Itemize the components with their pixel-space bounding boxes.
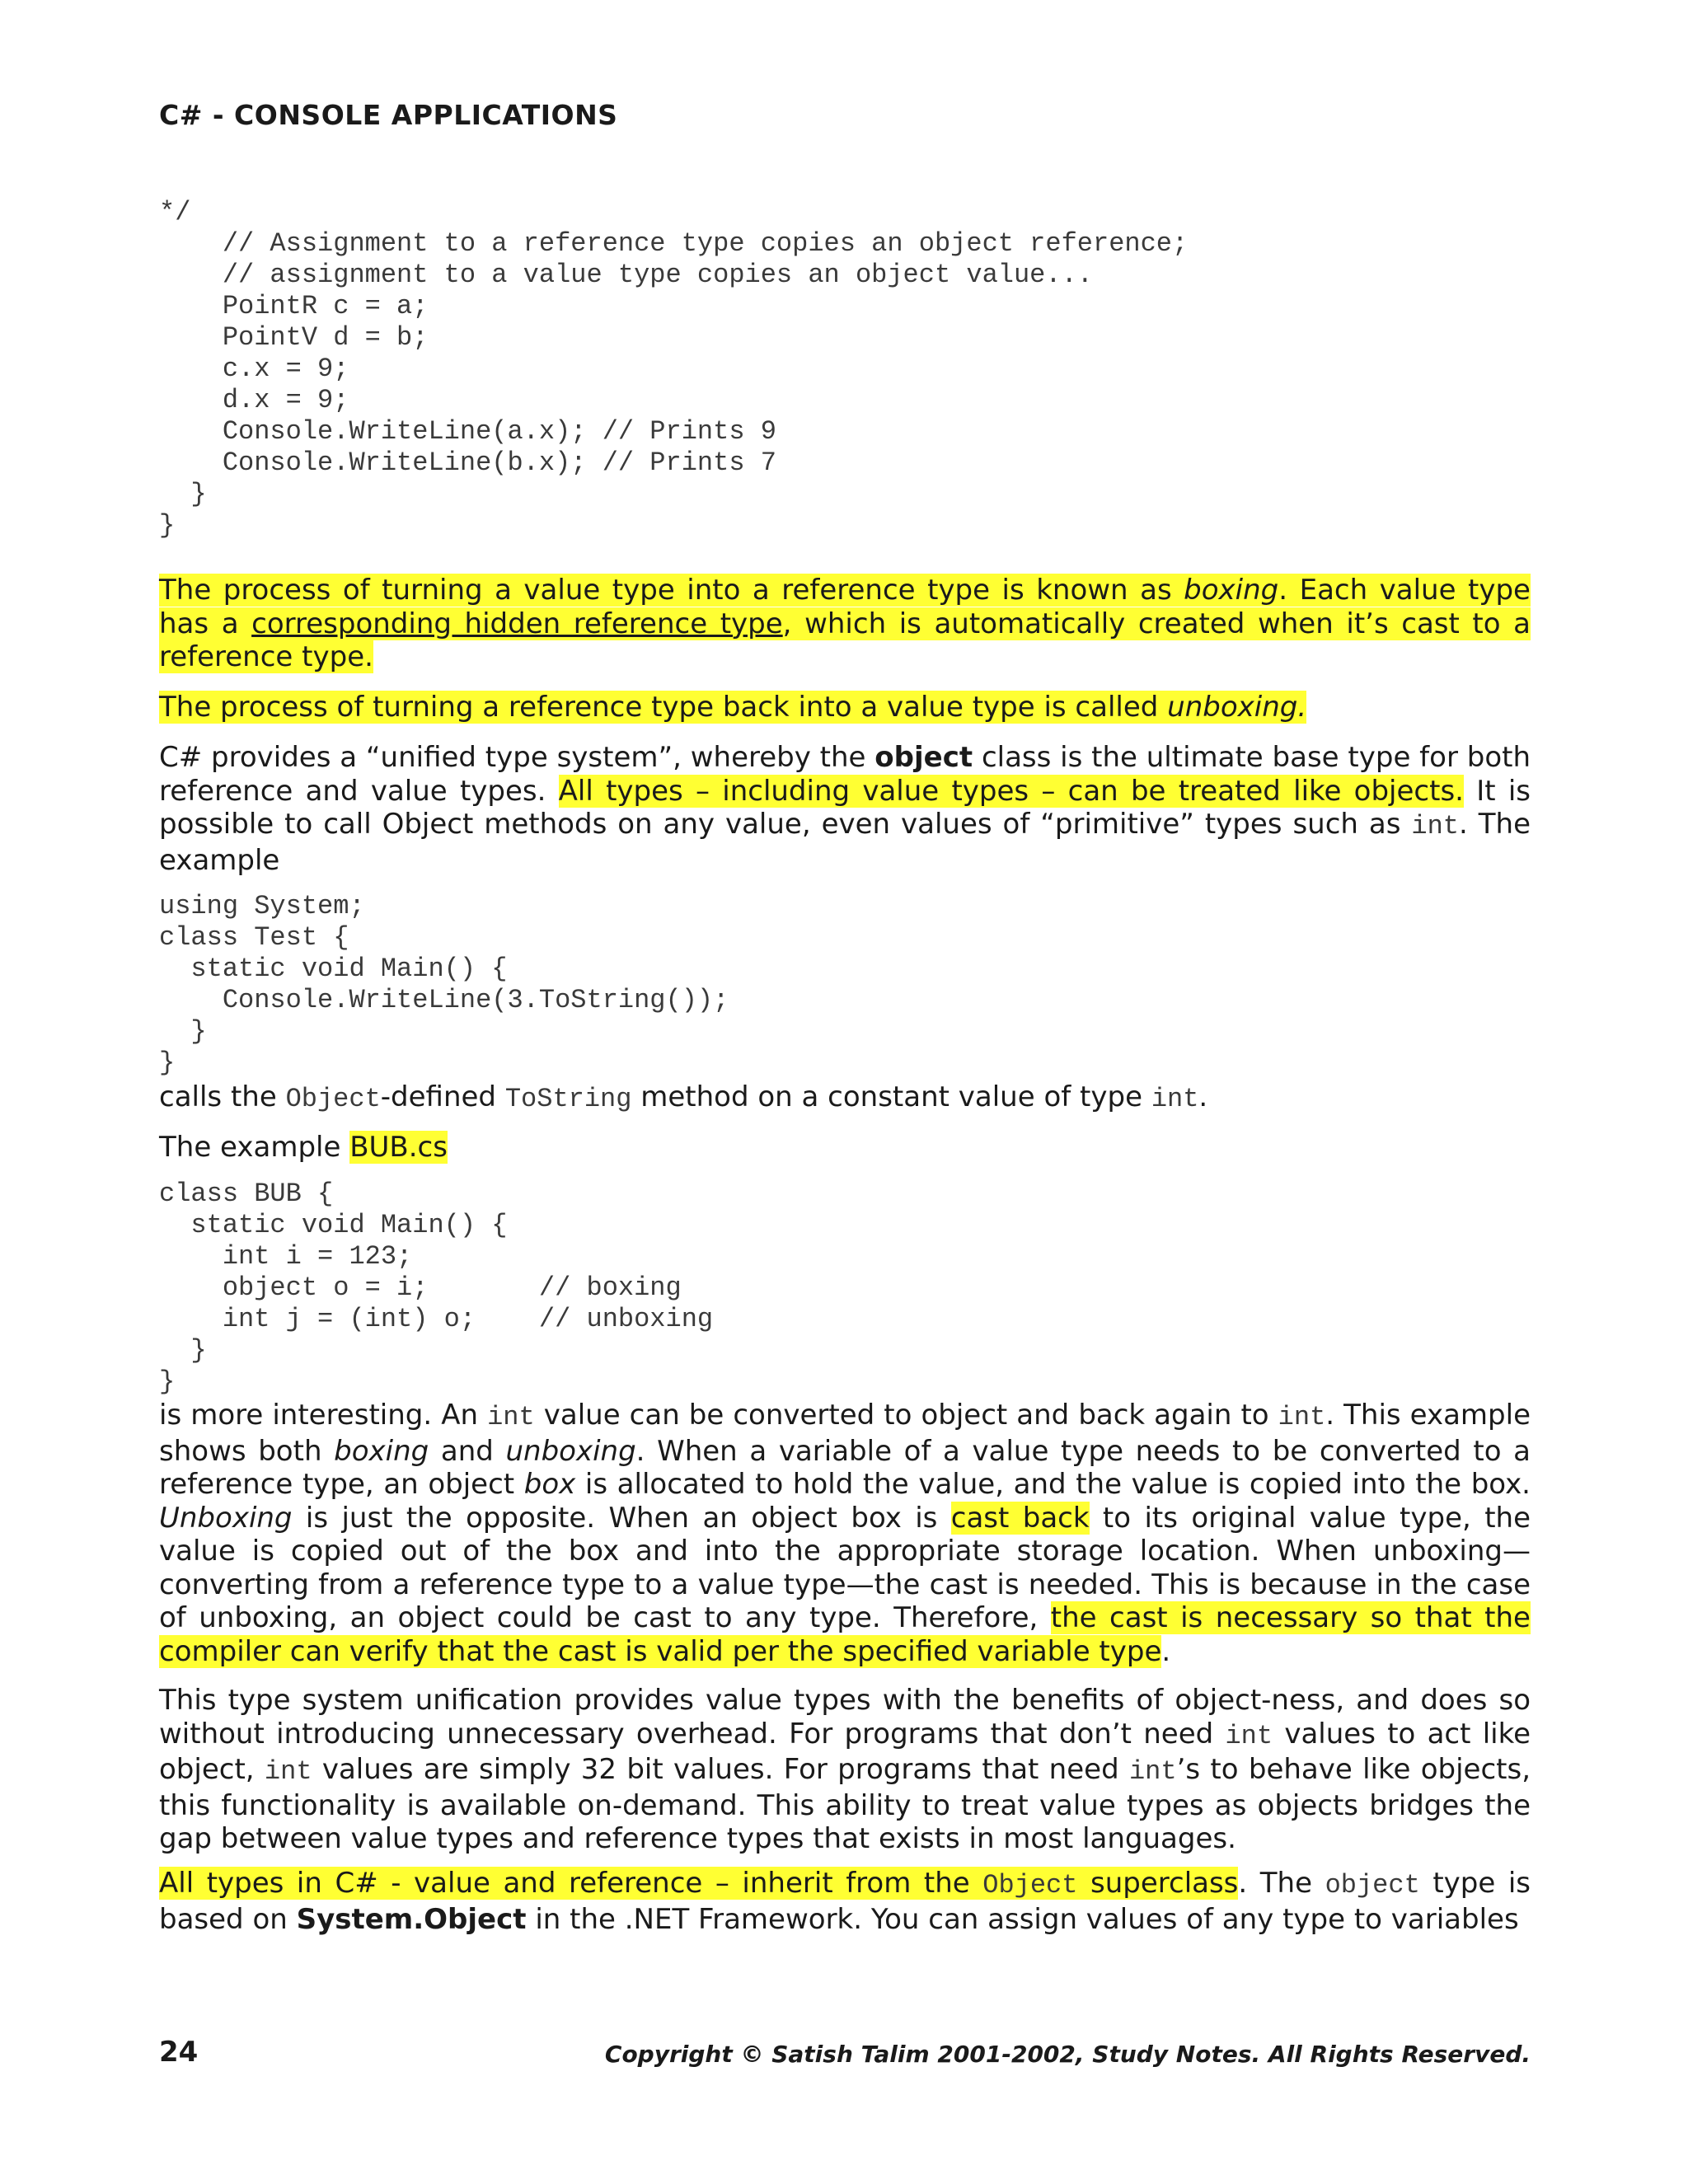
text: C# provides a “unified type system”, whereby the — [159, 741, 875, 774]
paragraph-object-superclass — [159, 1867, 1531, 1936]
term: Unboxing — [159, 1501, 293, 1535]
code-line: class BUB { — [159, 1179, 334, 1209]
inline-code: int — [264, 1756, 312, 1787]
term-boxing: boxing — [1184, 574, 1279, 607]
highlight: cast back — [950, 1501, 1090, 1535]
code-line: Console.WriteLine(b.x); // Prints 7 — [159, 448, 776, 478]
term: box — [523, 1468, 576, 1501]
text: . This example shows both — [159, 1399, 1531, 1468]
text: . — [1161, 1634, 1171, 1668]
code-line: int j = (int) o; // unboxing — [159, 1304, 714, 1334]
text: superclass — [1077, 1867, 1239, 1900]
code-line: d.x = 9; — [159, 385, 349, 415]
text: . The example — [159, 808, 1531, 877]
code-line: static void Main() { — [159, 954, 508, 984]
text: The process of turning a value type into a reference type is known as — [159, 574, 1184, 607]
text: ’s to behave like objects, this functionality is available on-demand. This ability to treat value types as objects bridges the gap between value types and reference types that exists in most languages. — [159, 1753, 1531, 1855]
highlight: the cast is necessary so that the compiler can verify that the cast is valid per the specified variable type — [159, 1601, 1531, 1668]
code-line: c.x = 9; — [159, 354, 349, 384]
text: It is possible to call Object methods on any value, even values of “primitive” types such as — [159, 774, 1531, 841]
code-line: } — [159, 1366, 176, 1397]
text: calls the — [159, 1080, 286, 1113]
text: is more interesting. An — [159, 1399, 488, 1432]
code-line: PointV d = b; — [159, 322, 429, 353]
text: is allocated to hold the value, and the value is copied into the box. — [575, 1468, 1531, 1501]
term-object: object — [874, 741, 973, 774]
code-line: } — [159, 479, 207, 509]
code-line: static void Main() { — [159, 1210, 508, 1240]
text: This type system unification provides value types with the benefits of object-ness, and does so without introducing unnecessary overhead. For programs that don’t need — [159, 1684, 1531, 1750]
paragraph-example-bub — [159, 1131, 1531, 1165]
code-line: } — [159, 1047, 176, 1078]
inline-code: Object — [285, 1084, 381, 1114]
text: , which is automatically created when it’s cast to a reference type. — [159, 607, 1531, 673]
inline-code: int — [1151, 1084, 1199, 1114]
text: and — [429, 1434, 506, 1468]
text: class is the ultimate base type for both reference and value types. — [159, 741, 1531, 808]
inline-code: int — [1128, 1756, 1177, 1787]
text: . — [1198, 1080, 1208, 1113]
text: . When a variable of a value type needs to be converted to a reference type, an object — [159, 1434, 1531, 1501]
text: in the .NET Framework. You can assign values of any type to variables — [526, 1902, 1519, 1936]
text: values to act like object, — [159, 1717, 1531, 1786]
copyright-notice: Copyright © Satish Talim 2001-2002, Study Notes. All Rights Reserved. — [604, 2041, 1531, 2068]
highlight: All types – including value types – can be treated like objects. — [558, 774, 1464, 808]
term: boxing — [334, 1434, 429, 1468]
code-line: Console.WriteLine(a.x); // Prints 9 — [159, 416, 776, 447]
inline-code: object — [1325, 1870, 1420, 1900]
code-line: int i = 123; — [159, 1241, 413, 1272]
paragraph-unification — [159, 1684, 1531, 1856]
code-line: Console.WriteLine(3.ToString()); — [159, 985, 729, 1015]
paragraph-boxing-unboxing — [159, 1399, 1531, 1668]
term-system-object: System.Object — [296, 1902, 527, 1936]
code-block-assignment — [159, 197, 1188, 541]
text: to its original value type, the value is copied out of the box and into the appropriate storage location. When unboxing—converting from a reference type to a value type—the cast is needed. This is because in the case of unboxing, an object could be cast to any type. Therefore, — [159, 1501, 1531, 1634]
text: The example — [159, 1131, 350, 1164]
code-line: } — [159, 510, 176, 541]
text: method on a constant value of type — [631, 1080, 1151, 1113]
paragraph-boxing — [159, 574, 1531, 674]
code-block-test — [159, 891, 729, 1079]
underlined-term: corresponding hidden reference type — [251, 607, 783, 640]
text: type is based on — [159, 1867, 1531, 1936]
code-line: } — [159, 1016, 207, 1047]
code-block-bub — [159, 1179, 713, 1398]
text: All types in C# - value and reference – inherit from the — [159, 1867, 983, 1900]
page-number: 24 — [159, 2036, 199, 2069]
highlight — [159, 574, 1531, 673]
code-line: } — [159, 1335, 207, 1366]
code-line: // Assignment to a reference type copies an object reference; — [159, 228, 1189, 259]
code-line: PointR c = a; — [159, 291, 429, 321]
code-line: object o = i; // boxing — [159, 1272, 682, 1303]
term-unboxing: unboxing. — [1167, 691, 1307, 724]
inline-code: int — [1411, 811, 1459, 841]
code-line: using System; — [159, 891, 365, 921]
inline-code: Object — [982, 1870, 1078, 1900]
term: unboxing — [505, 1434, 636, 1468]
inline-code: int — [1225, 1720, 1273, 1751]
paragraph-unboxing — [159, 691, 1531, 724]
text: is just the opposite. When an object box is — [292, 1501, 951, 1535]
paragraph-unified-type-system — [159, 741, 1531, 877]
page-header-title: C# - CONSOLE APPLICATIONS — [159, 99, 618, 131]
highlight-filename: BUB.cs — [349, 1131, 448, 1164]
text: -defined — [380, 1080, 505, 1113]
text: . The — [1238, 1867, 1325, 1900]
inline-code: int — [1278, 1402, 1326, 1432]
text: values are simply 32 bit values. For programs that need — [312, 1753, 1129, 1786]
code-line: class Test { — [159, 922, 349, 953]
inline-code: ToString — [504, 1084, 632, 1114]
highlight — [159, 1867, 1238, 1900]
code-line: */ — [159, 197, 191, 227]
inline-code: int — [487, 1402, 535, 1432]
code-line: // assignment to a value type copies an object value... — [159, 260, 1093, 290]
text: value can be converted to object and back again to — [534, 1399, 1278, 1432]
paragraph-tostring — [159, 1080, 1531, 1117]
text: The process of turning a reference type back into a value type is called — [159, 691, 1168, 724]
highlight — [159, 691, 1306, 724]
text: . Each value type has a — [159, 574, 1531, 640]
